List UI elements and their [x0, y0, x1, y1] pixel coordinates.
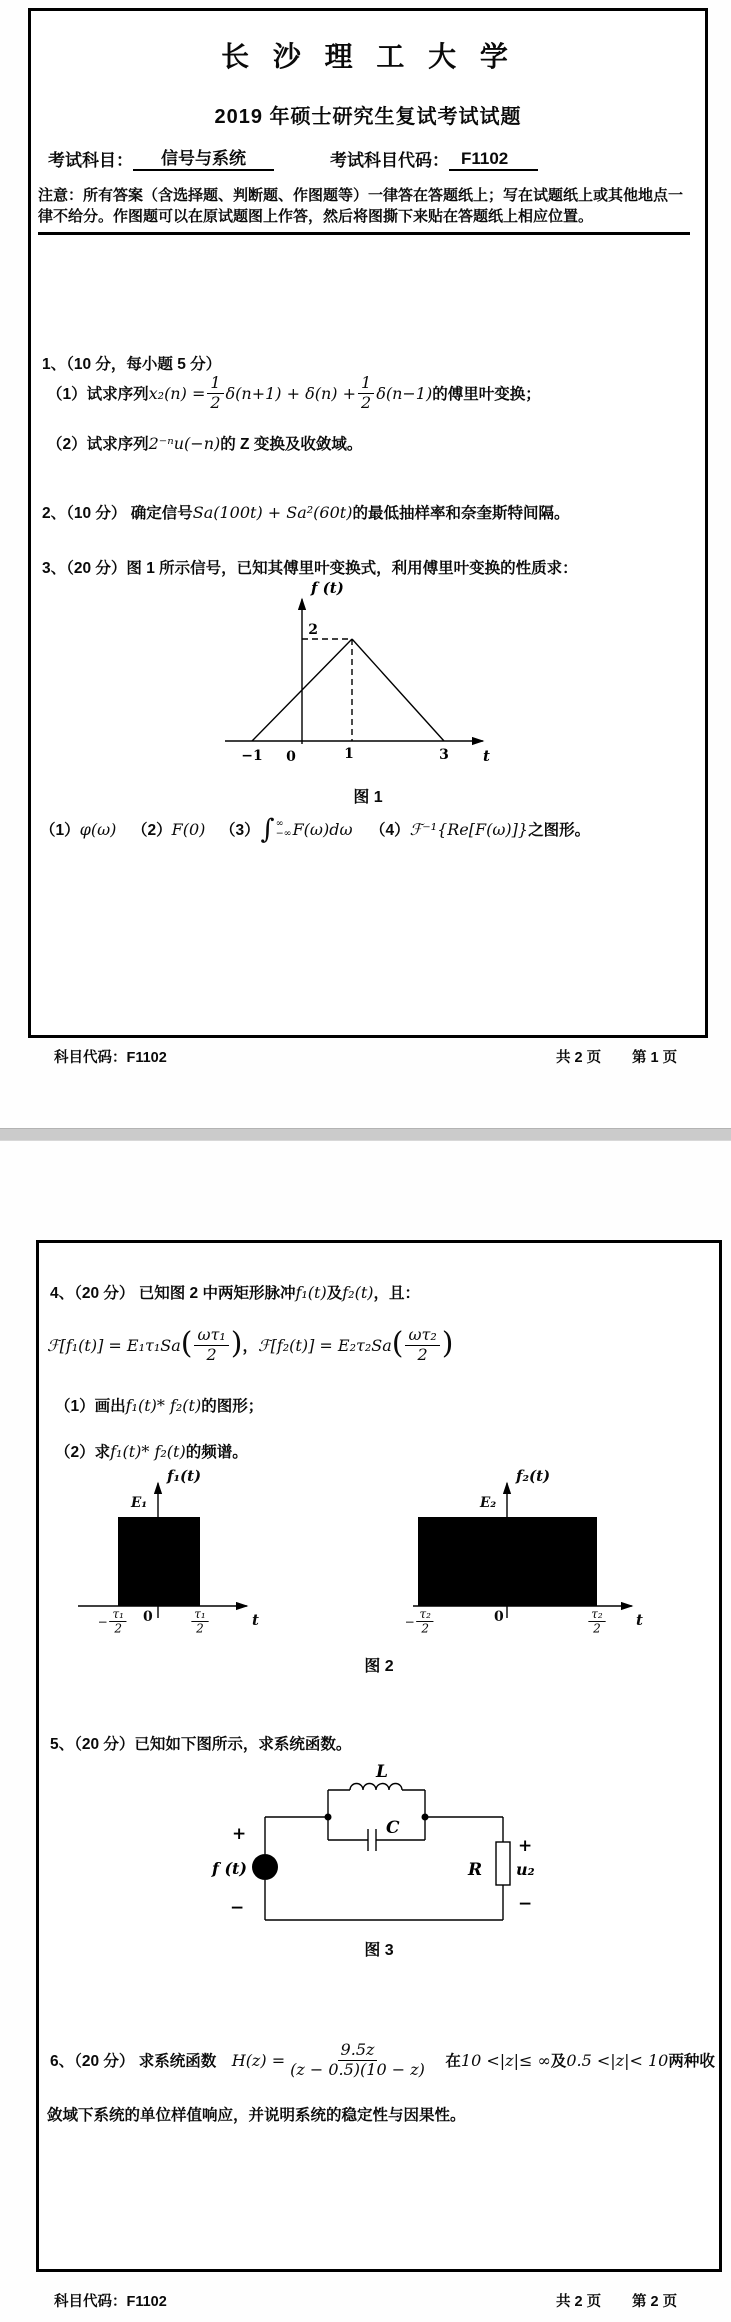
question-4-item-1: （1）画出 f₁(t)* f₂(t) 的图形； [55, 1395, 264, 1415]
page-1-footer-subject-code: 科目代码：F1102 [54, 1050, 167, 1066]
source-plus-sign: + [232, 1824, 247, 1844]
figure-1-xlabel: t [483, 747, 490, 765]
question-6-line-2: 敛域下系统的单位样值响应，并说明系统的稳定性与因果性。 [47, 2107, 466, 2124]
question-3: 3、（20 分）图 1 所示信号，已知其傅里叶变换式，利用傅里叶变换的性质求： [42, 560, 578, 577]
figure-2-left-plot [75, 1467, 310, 1661]
question-1-item-1: （1）试求序列 x₂(n) = $\frac{1}{2}$ δ(n+1) + δ(n) + $\frac{1}{2}$ δ(n−1) 的傅里叶变换； [47, 373, 541, 412]
page-2-footer-subject-code: 科目代码：F1102 [54, 2294, 167, 2310]
figure-2-right-axes [410, 1471, 660, 1631]
figure-2-right-tick-pos: $\frac{\text{τ₂}}{2}$ [586, 1608, 607, 1637]
source-minus-sign: − [230, 1898, 245, 1918]
question-5: 5、（20 分）已知如下图所示，求系统函数。 [50, 1736, 352, 1753]
question-6-line-1: 6、（20 分） 求系统函数 H(z) = $\frac{9.5z}{(z - 0.5)(10 - z)}$ 在 10 <|z|≤ ∞ 及 0.5 <|z|< 10 两种收 [50, 2040, 715, 2079]
figure-2-right-xlabel: t [636, 1611, 643, 1629]
figure-3-caption: 图 3 [364, 1942, 394, 1959]
figure-1-tick-neg1: −1 [241, 748, 263, 764]
subject-row [48, 144, 538, 171]
exam-title: 2019 年硕士研究生复试考试试题 [214, 106, 522, 128]
figure-2-right-ylabel: f₂(t) [516, 1467, 551, 1485]
exam-notice: 注意：所有答案（含选择题、判断题、作图题等）一律答在答题纸上；写在试题纸上或其他地点一律不给分。作图题可以在原试题图上作答，然后将图撕下来贴在答题纸上相应位置。 [38, 185, 690, 235]
resistor-label: R [468, 1860, 483, 1880]
figure-1-tick-0: 0 [286, 749, 296, 765]
subject-label: 考试科目： [48, 151, 133, 170]
capacitor-label: C [386, 1818, 400, 1838]
figure-2-right-tick-0: 0 [494, 1609, 504, 1625]
question-3-option-2: （2） F(0) [132, 819, 206, 839]
question-3-option-4: （4） ℱ⁻¹{Re[F(ω)]} 之图形。 [370, 819, 591, 839]
figure-2-right-plot [404, 1467, 660, 1661]
figure-2-caption: 图 2 [364, 1658, 394, 1675]
question-3-option-1: （1） φ(ω) [40, 819, 117, 839]
figure-1-ylabel: f (t) [311, 579, 344, 597]
figure-2-left-tick-0: 0 [143, 1609, 153, 1625]
figure-1-tick-1: 1 [344, 746, 354, 762]
figure-2-left-xlabel: t [252, 1611, 259, 1629]
question-4-item-2: （2）求 f₁(t)* f₂(t) 的频谱。 [55, 1441, 248, 1461]
subject-value: 信号与系统 [133, 144, 274, 171]
figure-2-right-tick-neg: − $\frac{\text{τ₂}}{2}$ [405, 1608, 436, 1637]
figure-2-left-amplitude: E₁ [131, 1495, 148, 1511]
page-separator-band [0, 1128, 731, 1141]
page-1-footer-total-pages: 共 2 页 [556, 1050, 602, 1066]
exam-page-1 [28, 8, 708, 1038]
output-plus-sign: + [518, 1836, 533, 1856]
question-4-formula: ℱ[f₁(t)] = E₁τ₁Sa ( $\frac{\text{ωτ₁}}{2}$ ) ， ℱ[f₂(t)] = E₂τ₂Sa ( $\frac{\text{ωτ₂}}{2}$ ) [47, 1325, 454, 1364]
output-voltage-label: u₂ [516, 1860, 535, 1879]
code-value: F1102 [449, 149, 538, 171]
question-3-option-3: （3） ∫ ∞ −∞ F(ω)dω [220, 813, 353, 845]
page-1-footer-page-number: 第 1 页 [632, 1050, 678, 1066]
output-minus-sign: − [518, 1894, 533, 1914]
figure-1-peak-value: 2 [308, 622, 318, 638]
exam-page-2 [36, 1240, 722, 2272]
figure-1-tick-3: 3 [439, 747, 449, 763]
figure-2-left-tick-pos: $\frac{\text{τ₁}}{2}$ [189, 1608, 210, 1637]
university-name: 长 沙 理 工 大 学 [221, 40, 515, 73]
figure-2-left-tick-neg: − $\frac{\text{τ₁}}{2}$ [98, 1608, 129, 1637]
code-label: 考试科目代码： [330, 151, 449, 170]
question-1-heading: 1、（10 分，每小题 5 分） [42, 356, 222, 373]
question-2: 2、（10 分） 确定信号 Sa(100t) + Sa²(60t) 的最低抽样率和奈奎斯特间隔。 [42, 502, 570, 522]
figure-2-left-ylabel: f₁(t) [167, 1467, 202, 1485]
question-1-item-2: （2）试求序列 2⁻ⁿu(−n) 的 Z 变换及收敛域。 [47, 433, 363, 453]
figure-1-plot [221, 575, 511, 775]
figure-2-right-amplitude: E₂ [480, 1495, 497, 1511]
source-label: f (t) [212, 1859, 247, 1878]
inductor-label: L [376, 1763, 388, 1782]
figure-3-circuit [210, 1763, 650, 1933]
page-2-footer-total-pages: 共 2 页 [556, 2294, 602, 2310]
question-4-heading: 4、（20 分） 已知图 2 中两矩形脉冲 f₁(t) 及 f₂(t) ，且： [50, 1282, 420, 1302]
figure-1-caption: 图 1 [353, 789, 383, 806]
page-2-footer-page-number: 第 2 页 [632, 2294, 678, 2310]
